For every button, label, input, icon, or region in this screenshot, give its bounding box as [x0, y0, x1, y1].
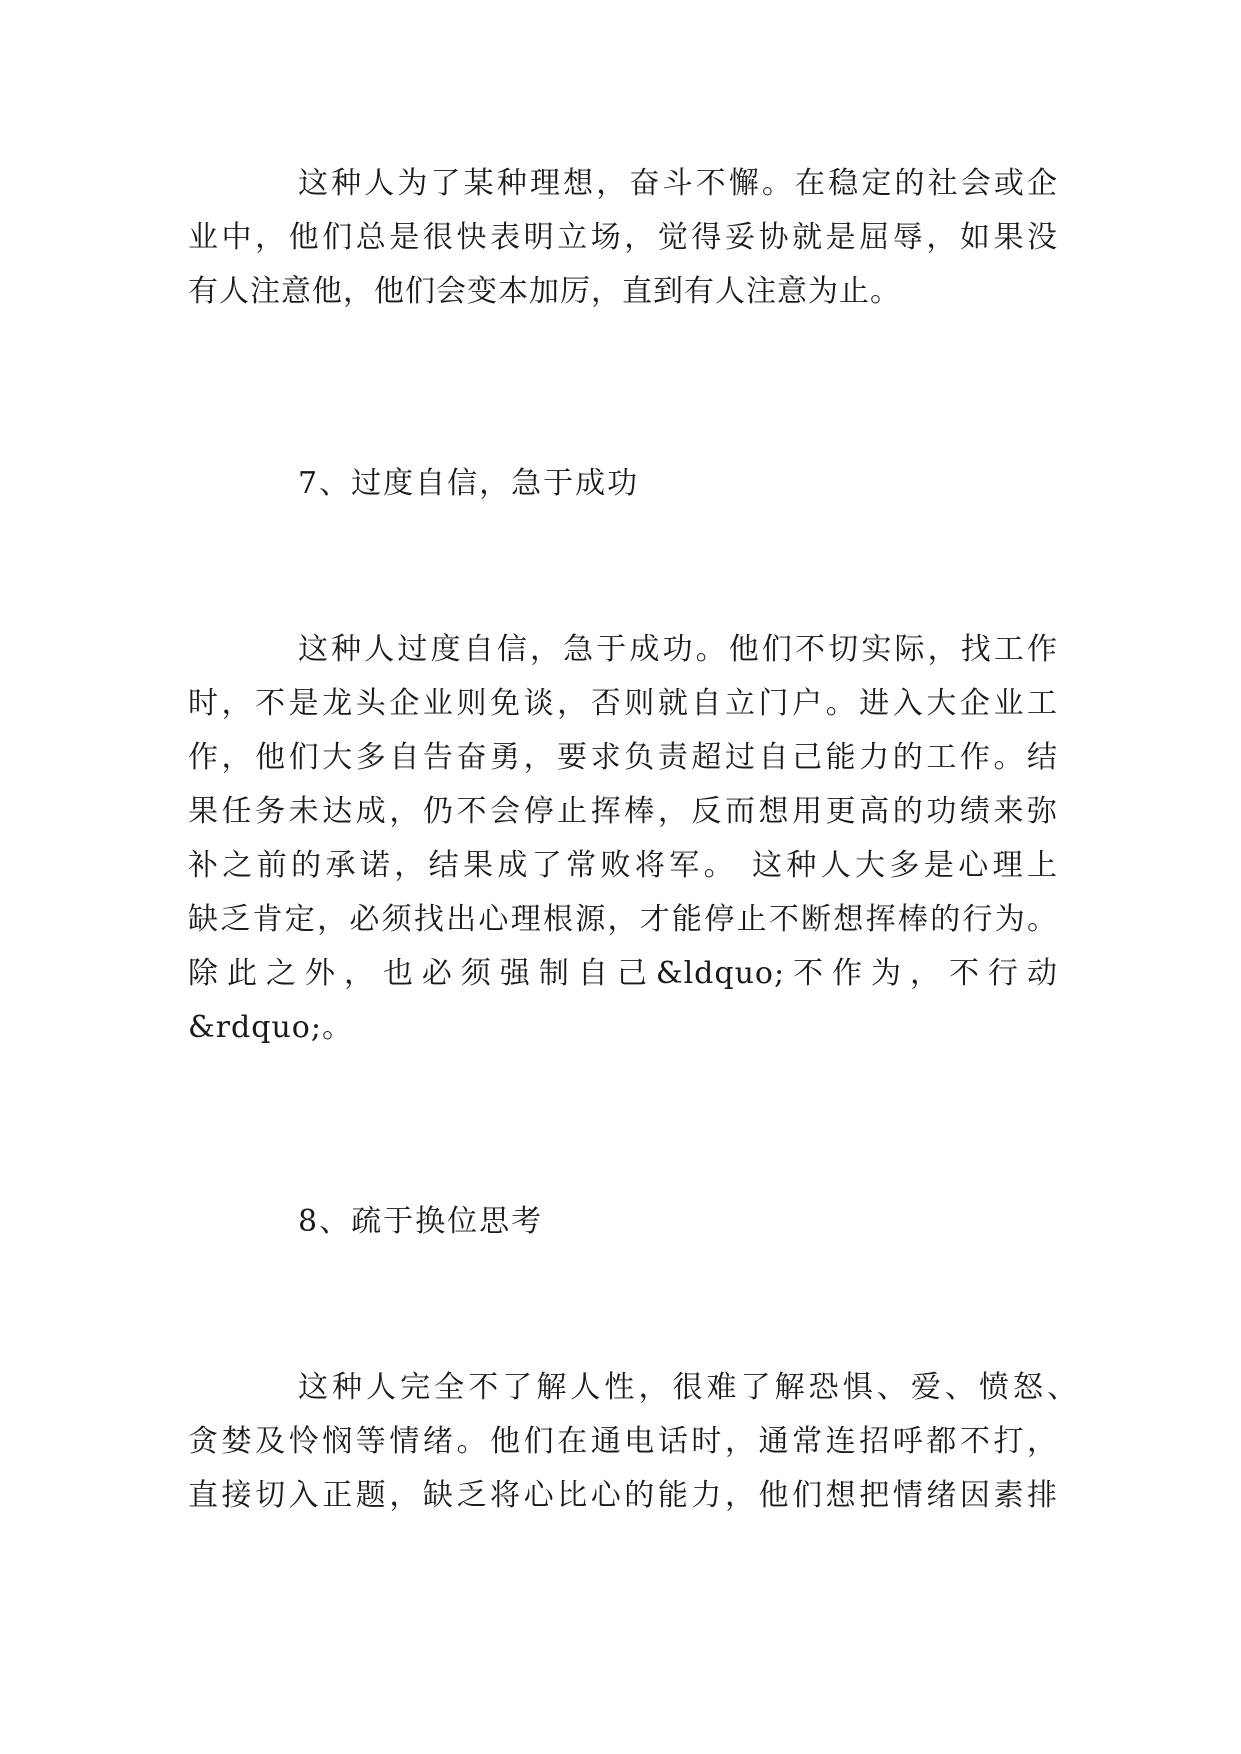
paragraph-1-line-3: 有人注意他，他们会变本加厉，直到有人注意为止。 — [188, 274, 901, 309]
paragraph-3-line-1: 这种人完全不了解人性，很难了解恐惧、爱、愤怒、 — [298, 1370, 1078, 1405]
paragraph-2-line-6: 缺乏肯定，必须找出心理根源，才能停止不断想挥棒的行为。 — [188, 902, 1058, 937]
paragraph-1-line-1: 这种人为了某种理想，奋斗不懈。在稳定的社会或企 — [298, 166, 1058, 201]
section-heading-7: 7、过度自信，急于成功 — [298, 466, 640, 501]
paragraph-2-line-7: 除此之外，也必须强制自己&ldquo;不作为，不行动 — [188, 956, 1058, 991]
paragraph-2-line-2: 时，不是龙头企业则免谈，否则就自立门户。进入大企业工 — [188, 686, 1058, 721]
paragraph-1-line-2: 业中，他们总是很快表明立场，觉得妥协就是屈辱，如果没 — [188, 220, 1058, 255]
paragraph-3-line-3: 直接切入正题，缺乏将心比心的能力，他们想把情绪因素排 — [188, 1478, 1058, 1513]
paragraph-2-line-4: 果任务未达成，仍不会停止挥棒，反而想用更高的功绩来弥 — [188, 794, 1058, 829]
paragraph-2-line-1: 这种人过度自信，急于成功。他们不切实际，找工作 — [298, 632, 1058, 667]
paragraph-3-line-2: 贪婪及怜悯等情绪。他们在通电话时，通常连招呼都不打， — [188, 1424, 1058, 1459]
paragraph-2-line-5: 补之前的承诺，结果成了常败将军。 这种人大多是心理上 — [188, 848, 1058, 883]
paragraph-2-line-8: &rdquo;。 — [188, 1010, 353, 1045]
section-heading-8: 8、疏于换位思考 — [298, 1204, 544, 1239]
paragraph-2-line-3: 作，他们大多自告奋勇，要求负责超过自己能力的工作。结 — [188, 740, 1058, 775]
